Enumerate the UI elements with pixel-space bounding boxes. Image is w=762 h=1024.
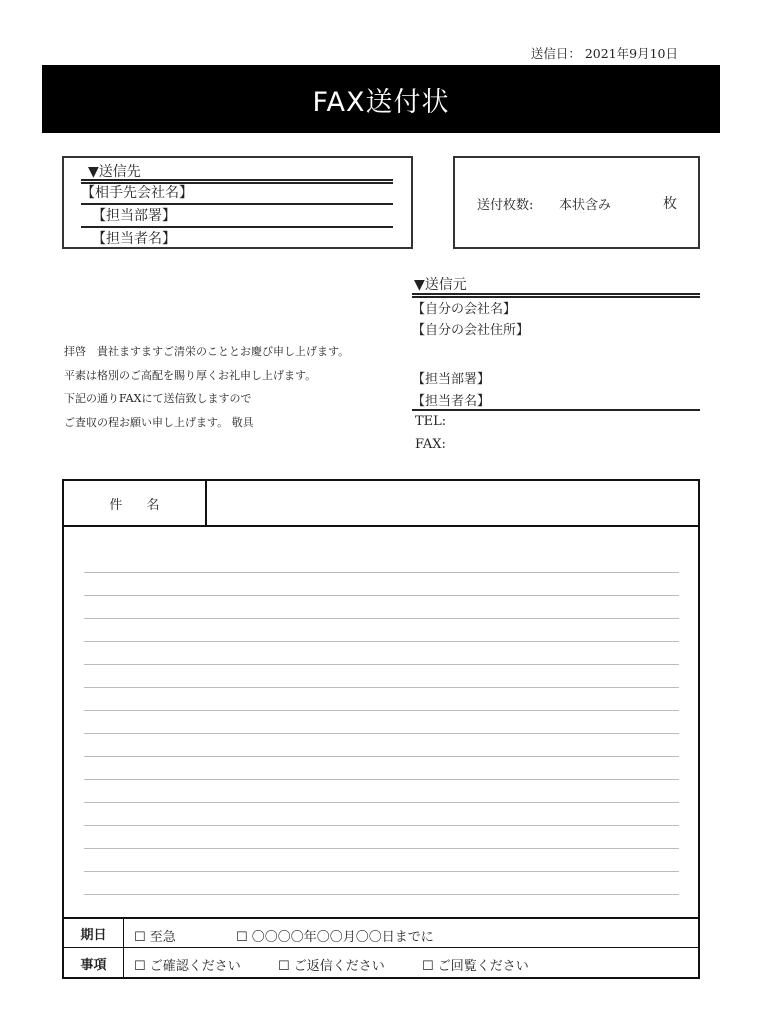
request-label: 事項 [64,948,124,978]
greeting-line: 下記の通りFAXにて送信致しますので [64,392,252,405]
message-form [62,479,700,979]
ruled-line [84,641,679,642]
recipient-department-field[interactable]: 【担当部署】 [92,208,176,224]
recipient-heading: ▼送信先 [88,164,141,180]
please-reply-checkbox[interactable]: ☐ ご返信ください [278,959,385,974]
ruled-line [84,710,679,711]
greeting-line: 拝啓 貴社ますますご清栄のこととお慶び申し上げます。 [64,345,350,358]
ruled-line [84,802,679,803]
sender-department-field[interactable]: 【担当部署】 [412,372,491,387]
recipient-company-field[interactable]: 【相手先会社名】 [81,185,193,201]
ruled-line [84,871,679,872]
subject-label: 件 名 [64,481,207,525]
ruled-line [84,756,679,757]
recipient-box [62,156,413,249]
ruled-line [84,825,679,826]
sender-person-field[interactable]: 【担当者名】 [412,394,491,409]
subject-row [64,481,698,527]
ruled-line [84,595,679,596]
ruled-line [84,894,679,895]
ruled-line [84,572,679,573]
request-row [64,947,698,978]
title-text: FAX送付状 [312,86,450,118]
sender-company-field[interactable]: 【自分の会社名】 [412,302,517,317]
ruled-line [84,687,679,688]
please-circulate-checkbox[interactable]: ☐ ご回覧ください [422,959,529,974]
message-body-area[interactable] [84,527,679,919]
deadline-row [64,917,698,947]
greeting-line: ご査収の程お願い申し上げます。 敬具 [64,415,254,429]
sender-address-field[interactable]: 【自分の会社住所】 [412,323,530,338]
ruled-line [84,733,679,734]
ruled-line [84,779,679,780]
greeting-text [64,344,394,438]
deadline-label: 期日 [64,919,124,947]
page-count-box [453,156,700,249]
greeting-line: 平素は格別のご高配を賜り厚くお礼申し上げます。 [64,368,317,382]
subject-input[interactable] [208,481,698,525]
page-count-including: 本状含み [559,198,612,213]
due-date-checkbox[interactable]: ☐ 〇〇〇〇年〇〇月〇〇日までに [236,930,434,945]
ruled-line [84,664,679,665]
send-date: 送信日： 2021年9月10日 [530,46,678,61]
page-count-label: 送付枚数: [477,198,534,213]
sender-block [412,274,700,464]
please-confirm-checkbox[interactable]: ☐ ご確認ください [134,959,241,974]
recipient-person-field[interactable]: 【担当者名】 [92,231,176,247]
urgent-checkbox[interactable]: ☐ 至急 [134,930,176,945]
sender-fax-field[interactable]: FAX: [415,437,446,452]
sender-tel-field[interactable]: TEL: [415,414,447,429]
ruled-line [84,618,679,619]
page-title [42,65,720,133]
divider [412,409,700,411]
ruled-line [84,848,679,849]
sender-heading: ▼送信元 [414,277,467,293]
page-count-unit: 枚 [663,196,677,212]
